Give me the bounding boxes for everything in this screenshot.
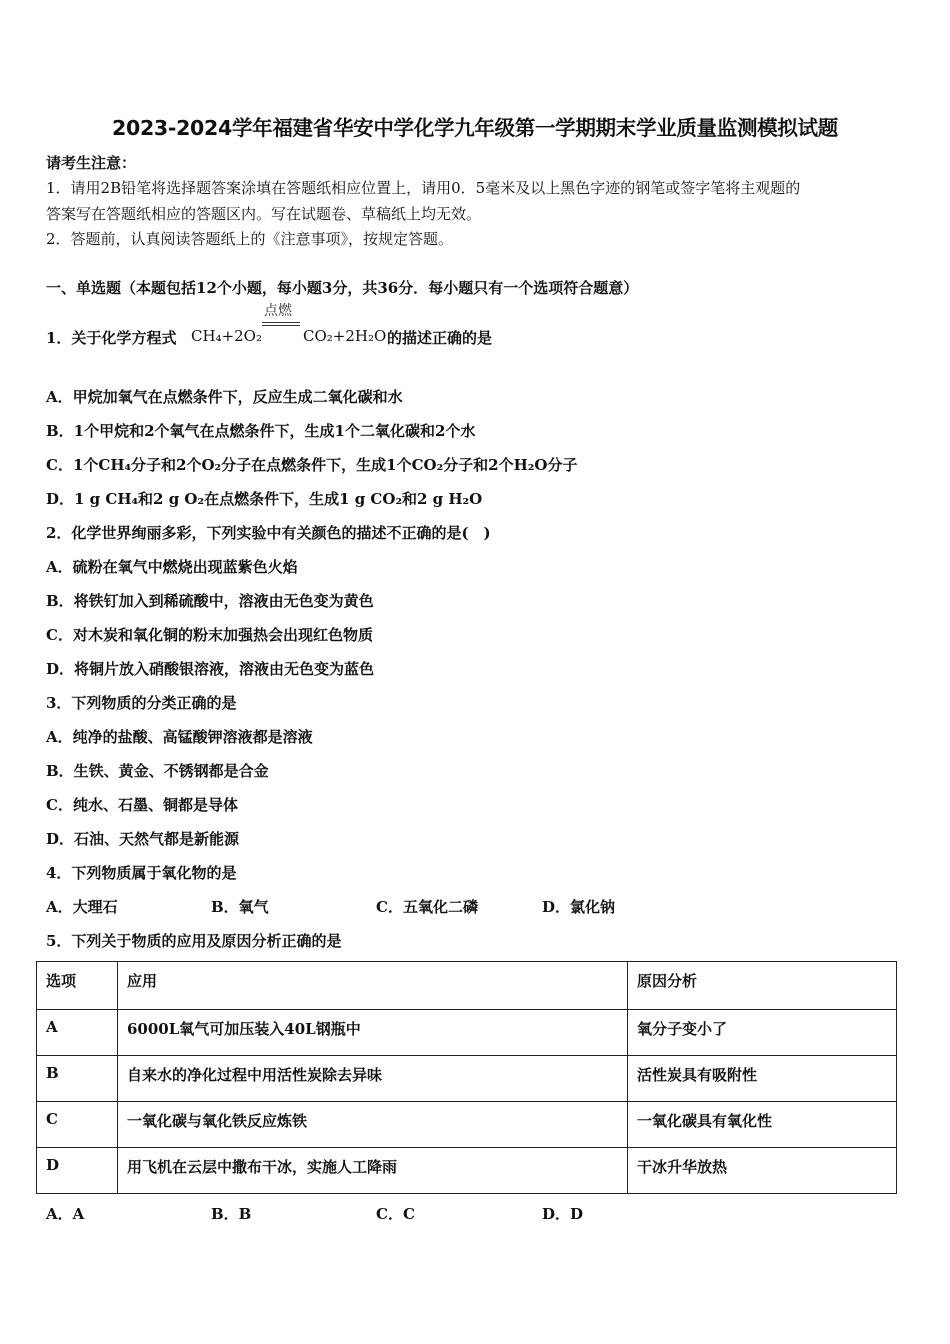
q1-products: CO₂+2H₂O bbox=[303, 327, 387, 345]
table-row bbox=[37, 1010, 897, 1056]
q1-stem-post: 的描述正确的是 bbox=[387, 329, 493, 347]
q2-option-a[interactable]: A．硫粉在氧气中燃烧出现蓝紫色火焰 bbox=[46, 558, 298, 576]
table-row bbox=[37, 1102, 897, 1148]
q1-option-d[interactable]: D．1 g CH₄和2 g O₂在点燃条件下，生成1 g CO₂和2 g H₂O bbox=[46, 490, 483, 508]
q1-equals-bar-top bbox=[262, 322, 300, 323]
q5-option-a[interactable]: A．A bbox=[46, 1205, 85, 1223]
table-header-cell: 应用 bbox=[118, 962, 628, 1010]
q1-stem-pre: 1．关于化学方程式 bbox=[46, 329, 177, 347]
table-cell: 一氧化碳具有氧化性 bbox=[628, 1102, 897, 1148]
table-cell: D bbox=[37, 1148, 118, 1194]
q2-option-b[interactable]: B．将铁钉加入到稀硫酸中，溶液由无色变为黄色 bbox=[46, 592, 374, 610]
q1-option-b[interactable]: B．1个甲烷和2个氧气在点燃条件下，生成1个二氧化碳和2个水 bbox=[46, 422, 476, 440]
q2-option-c[interactable]: C．对木炭和氧化铜的粉末加强热会出现红色物质 bbox=[46, 626, 373, 644]
table-cell: 氧分子变小了 bbox=[628, 1010, 897, 1056]
table-header-cell: 原因分析 bbox=[628, 962, 897, 1010]
q3-stem: 3．下列物质的分类正确的是 bbox=[46, 694, 237, 712]
q2-stem: 2．化学世界绚丽多彩，下列实验中有关颜色的描述不正确的是( ) bbox=[46, 524, 491, 542]
table-cell: 活性炭具有吸附性 bbox=[628, 1056, 897, 1102]
table-cell: C bbox=[37, 1102, 118, 1148]
table-header-cell: 选项 bbox=[37, 962, 118, 1010]
notice-item-1a: 1．请用2B铅笔将选择题答案涂填在答题纸相应位置上，请用0．5毫米及以上黑色字迹的钢笔或签字笔将主观题的 bbox=[46, 179, 801, 197]
q3-option-b[interactable]: B．生铁、黄金、不锈钢都是合金 bbox=[46, 762, 269, 780]
q3-option-c[interactable]: C．纯水、石墨、铜都是导体 bbox=[46, 796, 238, 814]
q4-option-b[interactable]: B．氧气 bbox=[211, 898, 269, 916]
table-header-row bbox=[37, 962, 897, 1010]
notice-heading: 请考生注意： bbox=[46, 154, 137, 172]
table-row bbox=[37, 1056, 897, 1102]
table-cell: 6000L氧气可加压装入40L钢瓶中 bbox=[118, 1010, 628, 1056]
q4-option-a[interactable]: A．大理石 bbox=[46, 898, 118, 916]
q4-options bbox=[46, 896, 906, 916]
q2-option-d[interactable]: D．将铜片放入硝酸银溶液，溶液由无色变为蓝色 bbox=[46, 660, 375, 678]
q4-option-d[interactable]: D．氯化钠 bbox=[542, 898, 616, 916]
exam-title: 2023-2024学年福建省华安中学化学九年级第一学期期末学业质量监测模拟试题 bbox=[112, 116, 838, 140]
q1-reactants: CH₄+2O₂ bbox=[191, 327, 262, 345]
notice-item-2: 2．答题前，认真阅读答题纸上的《注意事项》，按规定答题。 bbox=[46, 230, 454, 248]
section-heading: 一、单选题（本题包括12个小题，每小题3分，共36分．每小题只有一个选项符合题意） bbox=[46, 279, 639, 297]
table-row bbox=[37, 1148, 897, 1194]
table-cell: 自来水的净化过程中用活性炭除去异味 bbox=[118, 1056, 628, 1102]
q5-option-c[interactable]: C．C bbox=[376, 1205, 415, 1223]
table-cell: 干冰升华放热 bbox=[628, 1148, 897, 1194]
q3-option-a[interactable]: A．纯净的盐酸、高锰酸钾溶液都是溶液 bbox=[46, 728, 313, 746]
q5-option-b[interactable]: B．B bbox=[211, 1205, 252, 1223]
q5-option-d[interactable]: D．D bbox=[542, 1205, 584, 1223]
q5-options bbox=[46, 1203, 906, 1223]
table-cell: A bbox=[37, 1010, 118, 1056]
table-cell: B bbox=[37, 1056, 118, 1102]
q4-option-c[interactable]: C．五氧化二磷 bbox=[376, 898, 478, 916]
q5-table bbox=[36, 961, 897, 1194]
q1-option-a[interactable]: A．甲烷加氧气在点燃条件下，反应生成二氧化碳和水 bbox=[46, 388, 403, 406]
notice-item-1b: 答案写在答题纸相应的答题区内。写在试题卷、草稿纸上均无效。 bbox=[46, 205, 482, 223]
q5-stem: 5．下列关于物质的应用及原因分析正确的是 bbox=[46, 932, 342, 950]
q3-option-d[interactable]: D．石油、天然气都是新能源 bbox=[46, 830, 240, 848]
q1-equals-bar-bottom bbox=[262, 325, 300, 326]
table-cell: 用飞机在云层中撒布干冰，实施人工降雨 bbox=[118, 1148, 628, 1194]
q1-option-c[interactable]: C．1个CH₄分子和2个O₂分子在点燃条件下，生成1个CO₂分子和2个H₂O分子 bbox=[46, 456, 578, 474]
q4-stem: 4．下列物质属于氧化物的是 bbox=[46, 864, 237, 882]
table-cell: 一氧化碳与氧化铁反应炼铁 bbox=[118, 1102, 628, 1148]
q1-condition: 点燃 bbox=[264, 303, 292, 319]
